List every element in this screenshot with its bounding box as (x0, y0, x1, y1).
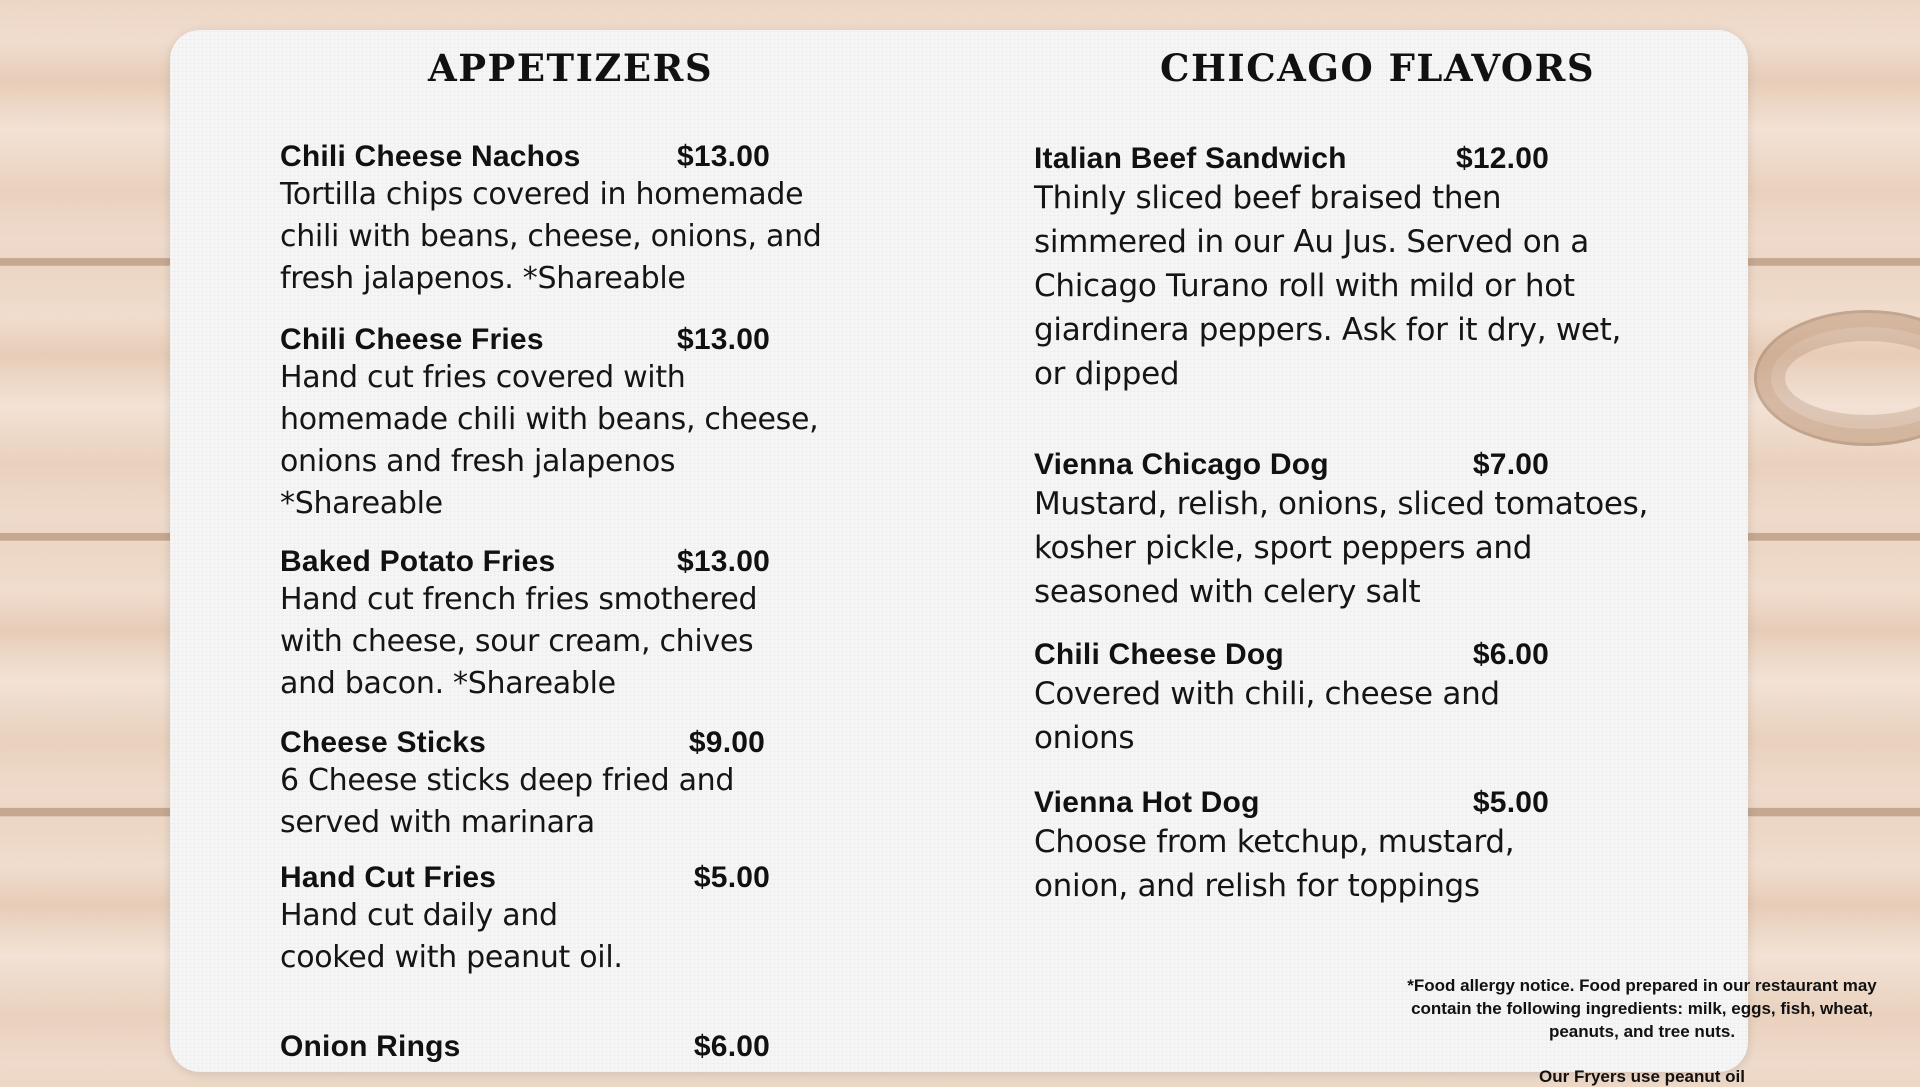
item-price: $6.00 (1472, 638, 1549, 671)
item-price: $13.00 (677, 545, 770, 578)
item-price: $6.00 (693, 1030, 770, 1063)
appetizers-title: APPETIZERS (428, 46, 714, 90)
item-price: $7.00 (1472, 448, 1549, 481)
item-description: Hand cut french fries smothered with cheese, sour cream, chives and bacon. *Shareable (280, 582, 758, 701)
menu-item (280, 545, 840, 705)
item-header (280, 140, 770, 174)
item-name: Vienna Hot Dog (1034, 786, 1260, 819)
menu-sheet (170, 30, 1877, 1086)
item-header (280, 861, 770, 895)
item-description: Covered with chili, cheese and onions (1034, 676, 1500, 756)
menu-item (280, 1030, 840, 1064)
item-header (1034, 142, 1549, 176)
menu-item (1034, 638, 1634, 760)
menu-item (280, 726, 840, 844)
item-header (1034, 786, 1549, 820)
item-header (280, 323, 770, 357)
item-price: $5.00 (693, 861, 770, 894)
item-description: 6 Cheese sticks deep fried and served with marinara (280, 763, 735, 840)
menu-item (1034, 786, 1634, 908)
item-header (280, 1030, 770, 1064)
item-price: $13.00 (677, 323, 770, 356)
chicago-flavors-title: CHICAGO FLAVORS (1160, 46, 1596, 90)
wood-knot (1754, 310, 1920, 446)
item-description: Tortilla chips covered in homemade chili with beans, cheese, onions, and fresh jalapenos. *Shareable (280, 177, 822, 296)
item-price: $12.00 (1456, 142, 1549, 175)
menu-item (1034, 448, 1674, 614)
menu-item (1034, 142, 1634, 396)
item-name: Chili Cheese Fries (280, 323, 544, 356)
item-description: Hand cut fries covered with homemade chili with beans, cheese, onions and fresh jalapenos *Shareable (280, 360, 819, 521)
item-header (280, 545, 770, 579)
item-name: Chili Cheese Nachos (280, 140, 581, 173)
item-name: Chili Cheese Dog (1034, 638, 1284, 671)
item-description: Choose from ketchup, mustard, onion, and relish for toppings (1034, 824, 1515, 904)
item-price: $13.00 (677, 140, 770, 173)
item-description: Mustard, relish, onions, sliced tomatoes, kosher pickle, sport peppers and seasoned with celery salt (1034, 486, 1649, 610)
fryer-note: Our Fryers use peanut oil (1539, 1067, 1745, 1086)
item-name: Hand Cut Fries (280, 861, 497, 894)
item-name: Onion Rings (280, 1030, 461, 1063)
item-price: $9.00 (688, 726, 765, 759)
item-header (280, 726, 765, 760)
item-description: Thinly sliced beef braised then simmered in our Au Jus. Served on a Chicago Turano roll with mild or hot giardinera peppers. Ask for it dry, wet, or dipped (1034, 180, 1622, 392)
allergy-notice: *Food allergy notice. Food prepared in our restaurant may contain the following ingredients: milk, eggs, fish, wheat, peanuts, and tree nuts. (1407, 976, 1877, 1041)
item-header (1034, 638, 1549, 672)
item-description: Hand cut daily and cooked with peanut oil. (280, 898, 623, 975)
menu-item (280, 140, 840, 300)
item-name: Baked Potato Fries (280, 545, 556, 578)
item-name: Vienna Chicago Dog (1034, 448, 1329, 481)
item-name: Italian Beef Sandwich (1034, 142, 1347, 175)
item-price: $5.00 (1472, 786, 1549, 819)
menu-item (280, 861, 840, 979)
item-header (1034, 448, 1549, 482)
menu-item (280, 323, 840, 525)
item-name: Cheese Sticks (280, 726, 487, 759)
